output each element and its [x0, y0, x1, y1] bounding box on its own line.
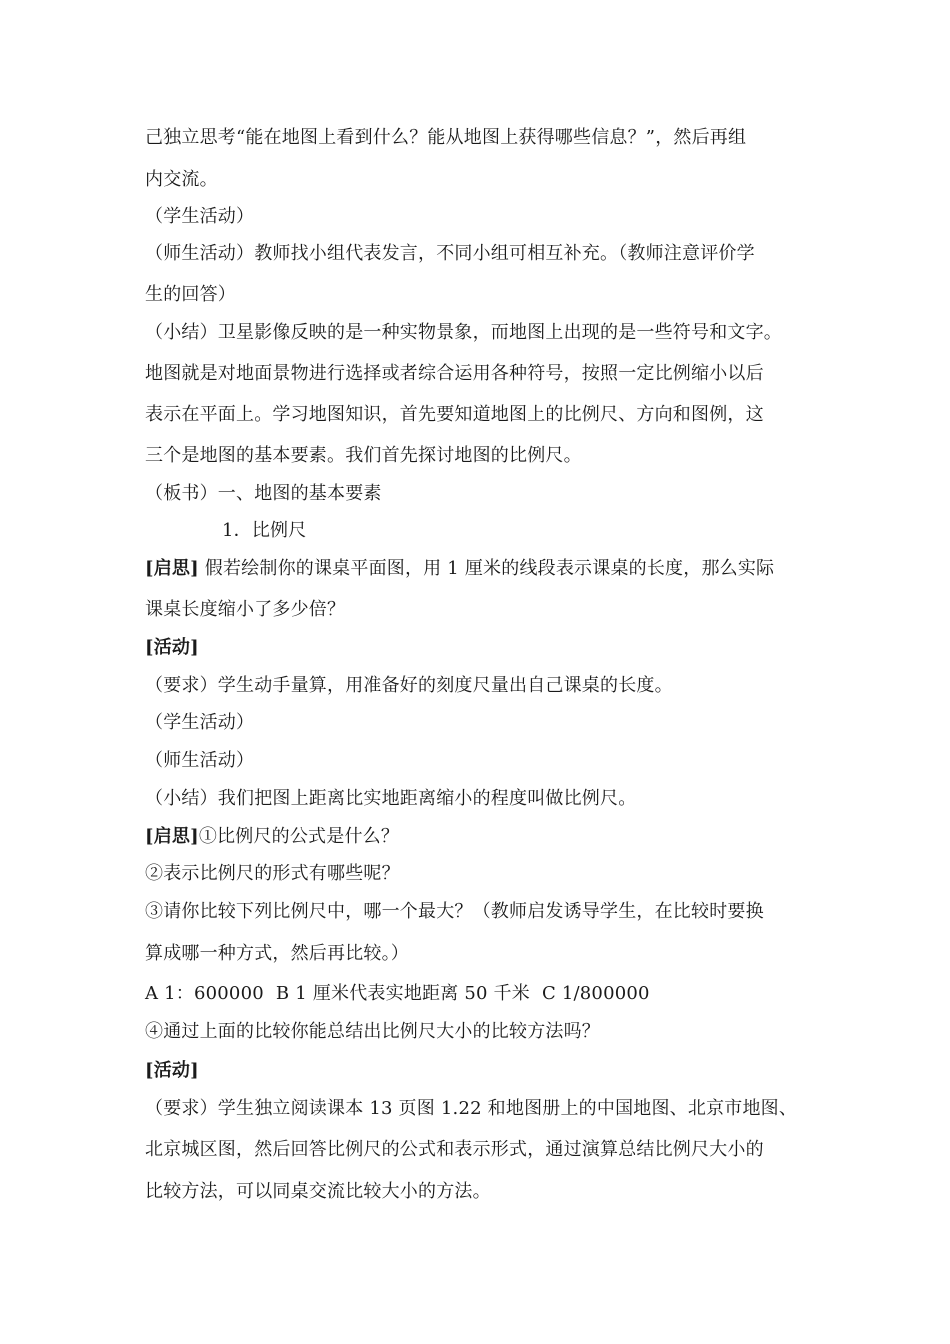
- option-b: B 1 厘米代表实地距离 50 千米: [275, 983, 530, 1004]
- paragraph-line: ②表示比例尺的形式有哪些呢？: [145, 863, 400, 884]
- paragraph-line: 内交流。: [145, 169, 218, 190]
- paragraph-line: （学生活动）: [145, 206, 255, 227]
- paragraph-line: [145, 825, 399, 849]
- section-heading: 1．比例尺: [222, 520, 307, 541]
- blackboard-heading: （板书）一、地图的基本要素: [145, 483, 382, 504]
- paragraph-line: ③请你比较下列比例尺中，哪一个最大？（教师启发诱导学生，在比较时要换: [145, 901, 764, 922]
- paragraph-line: 北京城区图，然后回答比例尺的公式和表示形式，通过演算总结比例尺大小的: [145, 1139, 764, 1160]
- paragraph-line: （小结）卫星影像反映的是一种实物景象，而地图上出现的是一些符号和文字。: [145, 322, 782, 343]
- paragraph-line: （师生活动）教师找小组代表发言，不同小组可相互补充。（教师注意评价学: [145, 243, 755, 264]
- option-a: A 1：600000: [145, 983, 264, 1004]
- paragraph-line: （要求）学生动手量算，用准备好的刻度尺量出自己课桌的长度。: [145, 675, 673, 696]
- paragraph-line: 算成哪一种方式，然后再比较。）: [145, 943, 409, 964]
- label-qisi: [启思]: [145, 558, 199, 579]
- paragraph-text: ①比例尺的公式是什么？: [198, 826, 400, 847]
- paragraph-line: ④通过上面的比较你能总结出比例尺大小的比较方法吗？: [145, 1021, 600, 1042]
- label-qisi: [启思]: [145, 826, 199, 847]
- paragraph-line: （师生活动）: [145, 750, 255, 771]
- paragraph-line: 生的回答）: [145, 284, 236, 305]
- paragraph-line: 课桌长度缩小了多少倍？: [145, 599, 346, 620]
- option-c: C 1/800000: [541, 983, 650, 1004]
- paragraph-text: 假若绘制你的课桌平面图，用 1 厘米的线段表示课桌的长度，那么实际: [198, 558, 775, 579]
- scale-options-line: [145, 982, 650, 1006]
- paragraph-line: [145, 557, 774, 581]
- paragraph-line: （要求）学生独立阅读课本 13 页图 1.22 和地图册上的中国地图、北京市地图、: [145, 1098, 798, 1119]
- paragraph-line: （小结）我们把图上距离比实地距离缩小的程度叫做比例尺。: [145, 788, 637, 809]
- paragraph-line: 地图就是对地面景物进行选择或者综合运用各种符号，按照一定比例缩小以后: [145, 363, 764, 384]
- label-activity: [活动]: [145, 1060, 199, 1081]
- paragraph-line: 比较方法，可以同桌交流比较大小的方法。: [145, 1181, 491, 1202]
- paragraph-line: 表示在平面上。学习地图知识，首先要知道地图上的比例尺、方向和图例，这: [145, 404, 764, 425]
- paragraph-line: 己独立思考“能在地图上看到什么？能从地图上获得哪些信息？”，然后再组: [145, 127, 747, 148]
- paragraph-line: 三个是地图的基本要素。我们首先探讨地图的比例尺。: [145, 445, 582, 466]
- paragraph-line: （学生活动）: [145, 712, 255, 733]
- label-activity: [活动]: [145, 637, 199, 658]
